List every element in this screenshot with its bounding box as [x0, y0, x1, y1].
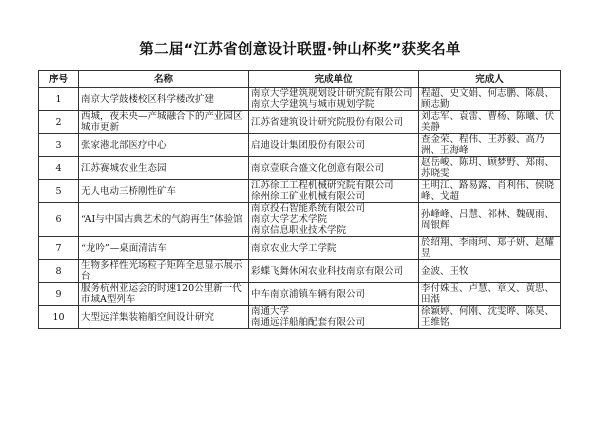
completing-people — [419, 111, 561, 134]
project-name — [79, 283, 249, 306]
unit-name: 南通远洋船舶配套有限公司 — [251, 317, 366, 328]
people-names: 李付姝玉、卢慧、章又、黄思、田湉 — [421, 283, 555, 305]
completing-people — [419, 88, 561, 111]
completing-units — [249, 203, 419, 237]
row-number: 3 — [39, 134, 79, 157]
row-number: 5 — [39, 180, 79, 203]
completing-people — [419, 306, 561, 329]
row-number: 1 — [39, 88, 79, 111]
row-number: 9 — [39, 283, 79, 306]
header-unit: 完成单位 — [249, 71, 419, 88]
project-name-text: 生物多样性光场粒子矩阵全息显示展示台 — [81, 260, 243, 282]
unit-name: 南京信息职业技术学院 — [251, 225, 347, 236]
row-number: 4 — [39, 157, 79, 180]
table-row — [39, 203, 561, 237]
completing-units — [249, 283, 419, 306]
unit-name: 南京大学建筑规划设计研究院有限公司 — [251, 88, 413, 99]
completing-units — [249, 134, 419, 157]
project-name — [79, 203, 249, 237]
unit-name: 南京农业大学工学院 — [251, 242, 337, 254]
people-names: 於绍翔、李雨珂、郑子妍、赵耀昱 — [421, 237, 555, 259]
unit-name: 南通大学 — [251, 306, 290, 317]
completing-units — [249, 157, 419, 180]
project-name — [79, 157, 249, 180]
people-names: 刘志军、袁雷、曹杨、陈曦、伏美静 — [421, 111, 555, 133]
project-name — [79, 306, 249, 329]
project-name-text: 大型远洋集装箱船空间设计研究 — [81, 311, 215, 323]
table-header-row — [39, 71, 561, 88]
table-row — [39, 180, 561, 203]
completing-units — [249, 260, 419, 283]
completing-people — [419, 134, 561, 157]
table-row — [39, 237, 561, 260]
table-row — [39, 260, 561, 283]
row-number: 6 — [39, 203, 79, 237]
people-names: 赵岳峻、陈玥、顾梦野、郑雨、苏晓雯 — [421, 157, 555, 179]
completing-units — [249, 180, 419, 203]
project-name-text: 无人电动三桥刚性矿车 — [81, 185, 177, 197]
project-name-text: 张家港北部医疗中心 — [81, 139, 167, 151]
header-project: 名称 — [79, 71, 249, 88]
project-name-text: 江苏赛城农业生态园 — [81, 162, 167, 174]
project-name-text: “AI与中国古典艺术的气韵再生”体验馆 — [81, 214, 243, 225]
table-row — [39, 111, 561, 134]
document-title: 第二届“江苏省创意设计联盟·钟山杯奖”获奖名单 — [139, 42, 461, 58]
awards-table — [38, 70, 561, 329]
header-no: 序号 — [39, 71, 79, 88]
unit-name: 江苏省建筑设计研究院股份有限公司 — [251, 116, 404, 128]
unit-name: 南京投石智能系统有限公司 — [251, 203, 366, 214]
project-name — [79, 180, 249, 203]
people-names: 王明江、路易露、肖利伟、侯晓峰、戈超 — [421, 180, 555, 202]
table-row — [39, 157, 561, 180]
unit-name: 南京大学艺术学院 — [251, 214, 328, 225]
people-names: 程超、史文娟、何志鹏、陈晨、顾志勤 — [421, 88, 555, 110]
completing-units — [249, 237, 419, 260]
table-row — [39, 306, 561, 329]
completing-people — [419, 260, 561, 283]
unit-name: 彩蝶飞舞休闲农业科技南京有限公司 — [251, 265, 404, 277]
table-row — [39, 88, 561, 111]
unit-name: 南京大学建筑与城市规划学院 — [251, 99, 375, 110]
project-name — [79, 237, 249, 260]
project-name — [79, 88, 249, 111]
completing-people — [419, 283, 561, 306]
project-name-text: 服务杭州亚运会的时速120公里新一代市域A型列车 — [81, 283, 242, 305]
row-number: 2 — [39, 111, 79, 134]
people-names: 金波、王牧 — [421, 265, 469, 277]
project-name-text: 西城，夜未央—产城融合下的产业园区城市更新 — [81, 111, 243, 133]
unit-name: 徐州徐工矿业机械有限公司 — [251, 191, 366, 202]
row-number: 7 — [39, 237, 79, 260]
project-name — [79, 260, 249, 283]
completing-units — [249, 306, 419, 329]
unit-name: 南京壹联合盛文化创意有限公司 — [251, 162, 385, 174]
row-number: 8 — [39, 260, 79, 283]
people-names: 查金荣、程伟、王苏毅、高乃洲、王海峰 — [421, 134, 545, 156]
completing-units — [249, 88, 419, 111]
project-name — [79, 134, 249, 157]
unit-name: 启迪设计集团股份有限公司 — [251, 139, 366, 151]
completing-people — [419, 157, 561, 180]
unit-name: 中车南京浦镇车辆有限公司 — [251, 288, 366, 300]
completing-people — [419, 237, 561, 260]
row-number: 10 — [39, 306, 79, 329]
table-row — [39, 134, 561, 157]
table-body — [39, 88, 561, 329]
completing-people — [419, 180, 561, 203]
completing-units — [249, 111, 419, 134]
table-row — [39, 283, 561, 306]
unit-name: 江苏徐工工程机械研究院有限公司 — [251, 180, 394, 191]
project-name-text: “龙吟”—桌面清洁车 — [81, 242, 167, 254]
people-names: 孙峰峰、吕慧、祁林、魏砚雨、周银辉 — [421, 208, 555, 231]
completing-people — [419, 203, 561, 237]
header-people: 完成人 — [419, 71, 561, 88]
project-name-text: 南京大学鼓楼校区科学楼改扩建 — [81, 93, 215, 105]
people-names: 徐颖婷、何刚、沈雯晔、陈昊、王维铭 — [421, 306, 555, 328]
project-name — [79, 111, 249, 134]
